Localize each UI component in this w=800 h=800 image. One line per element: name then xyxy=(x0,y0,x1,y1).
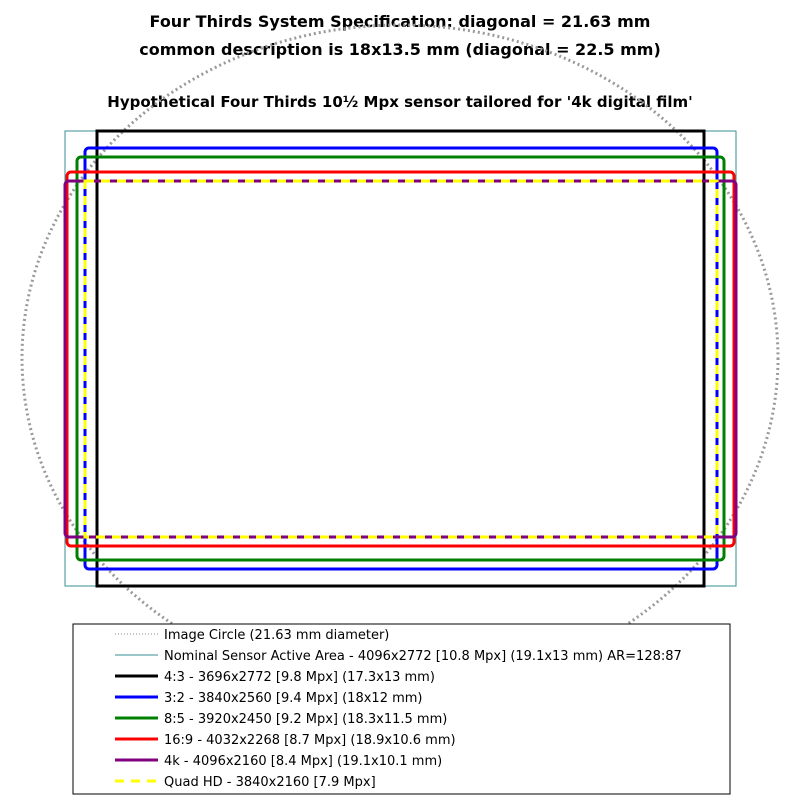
title-line-1: Four Thirds System Specification: diagonal = 21.63 mm xyxy=(149,12,651,31)
frame-quad-hd xyxy=(85,181,717,537)
legend-label: 8:5 - 3920x2450 [9.2 Mpx] (18.3x11.5 mm) xyxy=(164,712,448,727)
legend-label: Nominal Sensor Active Area - 4096x2772 [10.8 Mpx] (19.1x13 mm) AR=128:87 xyxy=(164,649,682,664)
image-circle xyxy=(22,25,778,691)
legend-label: 4:3 - 3696x2772 [9.8 Mpx] (17.3x13 mm) xyxy=(164,670,435,685)
frame-3-2 xyxy=(85,148,717,569)
frame-16-9 xyxy=(67,172,734,546)
frame-4k xyxy=(65,181,736,537)
legend-label: Quad HD - 3840x2160 [7.9 Mpx] xyxy=(164,775,376,790)
frame-8-5 xyxy=(77,157,724,560)
legend-item-16-9 xyxy=(115,733,456,748)
frame-4-3 xyxy=(97,131,704,586)
legend-label: Image Circle (21.63 mm diameter) xyxy=(164,628,390,643)
legend-label: 3:2 - 3840x2560 [9.4 Mpx] (18x12 mm) xyxy=(164,691,423,706)
legend-item-4k xyxy=(115,754,442,769)
title-line-2: common description is 18x13.5 mm (diagonal = 22.5 mm) xyxy=(139,40,661,59)
nominal-sensor-area xyxy=(65,131,736,586)
legend-item-8-5 xyxy=(115,712,447,727)
legend-item-nominal-sensor xyxy=(115,649,682,664)
subtitle: Hypothetical Four Thirds 10½ Mpx sensor tailored for '4k digital film' xyxy=(107,93,693,111)
legend-label: 4k - 4096x2160 [8.4 Mpx] (19.1x10.1 mm) xyxy=(164,754,443,769)
legend-label: 16:9 - 4032x2268 [8.7 Mpx] (18.9x10.6 mm) xyxy=(164,733,456,748)
